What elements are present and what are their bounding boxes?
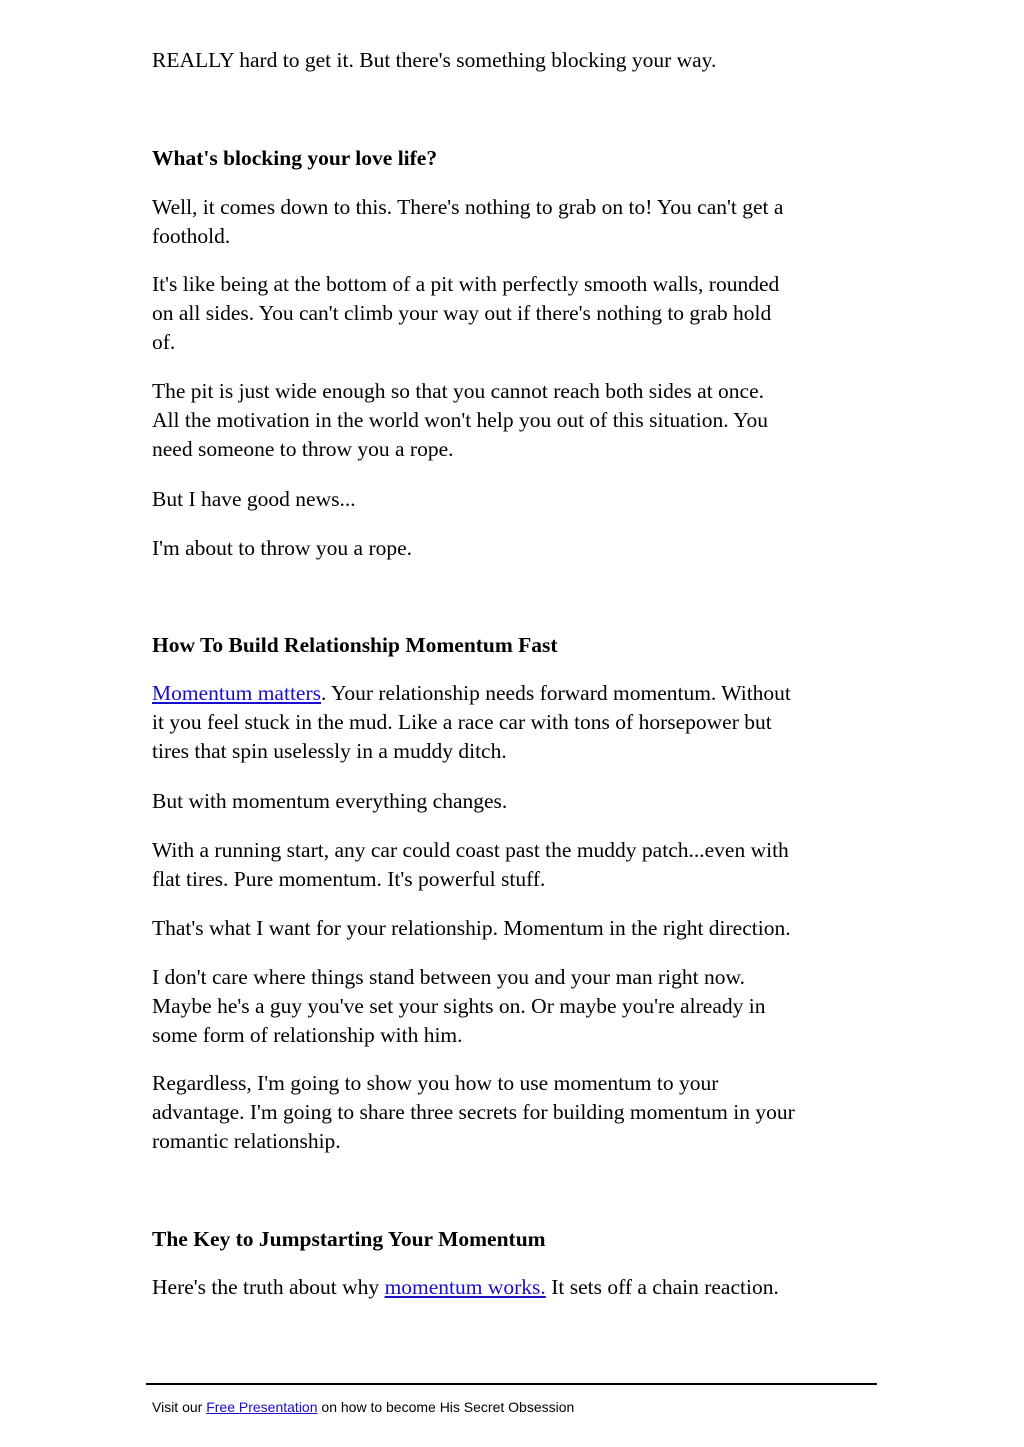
paragraph-rope-needed: The pit is just wide enough so that you cannot reach both sides at once. All the motivation in the world won't help you out of this situation. You need someone to throw you a rope. bbox=[152, 379, 769, 461]
momentum-works-link[interactable]: momentum works. bbox=[384, 1275, 546, 1299]
heading-whats-blocking: What's blocking your love life? bbox=[152, 146, 438, 170]
free-presentation-link[interactable]: Free Presentation bbox=[206, 1399, 318, 1415]
paragraph-pit: It's like being at the bottom of a pit with perfectly smooth walls, rounded on all sides. You can't climb your way out if there's nothing to grab hold of. bbox=[152, 272, 780, 354]
paragraph-three-secrets: Regardless, I'm going to show you how to use momentum to your advantage. I'm going to share three secrets for building momentum in your romantic relationship. bbox=[152, 1071, 795, 1153]
paragraph-where-things-stand: I don't care where things stand between you and your man right now. Maybe he's a guy you've set your sights on. Or maybe you're already in some form of relationship with him. bbox=[152, 965, 766, 1047]
paragraph-momentum-matters: Momentum matters. Your relationship needs forward momentum. Without it you feel stuck in the mud. Like a race car with tons of horsepower but tires that spin uselessly in a muddy ditch. bbox=[152, 681, 791, 763]
momentum-matters-link[interactable]: Momentum matters bbox=[152, 681, 321, 705]
paragraph-intro: REALLY hard to get it. But there's something blocking your way. bbox=[152, 48, 717, 72]
paragraph-good-news: But I have good news... bbox=[152, 487, 356, 511]
paragraph-right-direction: That's what I want for your relationship. Momentum in the right direction. bbox=[152, 916, 791, 940]
paragraph-running-start: With a running start, any car could coast past the muddy patch...even with flat tires. Pure momentum. It's powerful stuff. bbox=[152, 838, 789, 891]
paragraph-throw-rope: I'm about to throw you a rope. bbox=[152, 536, 413, 560]
heading-build-momentum: How To Build Relationship Momentum Fast bbox=[152, 633, 558, 657]
paragraph-everything-changes: But with momentum everything changes. bbox=[152, 789, 508, 813]
paragraph-chain-reaction: Here's the truth about why momentum works. It sets off a chain reaction. bbox=[152, 1275, 779, 1299]
page-footer: Visit our Free Presentation on how to become His Secret Obsession bbox=[152, 1399, 575, 1415]
footer-divider bbox=[146, 1383, 877, 1385]
paragraph-foothold: Well, it comes down to this. There's nothing to grab on to! You can't get a foothold. bbox=[152, 195, 784, 248]
heading-jumpstarting: The Key to Jumpstarting Your Momentum bbox=[152, 1227, 546, 1251]
